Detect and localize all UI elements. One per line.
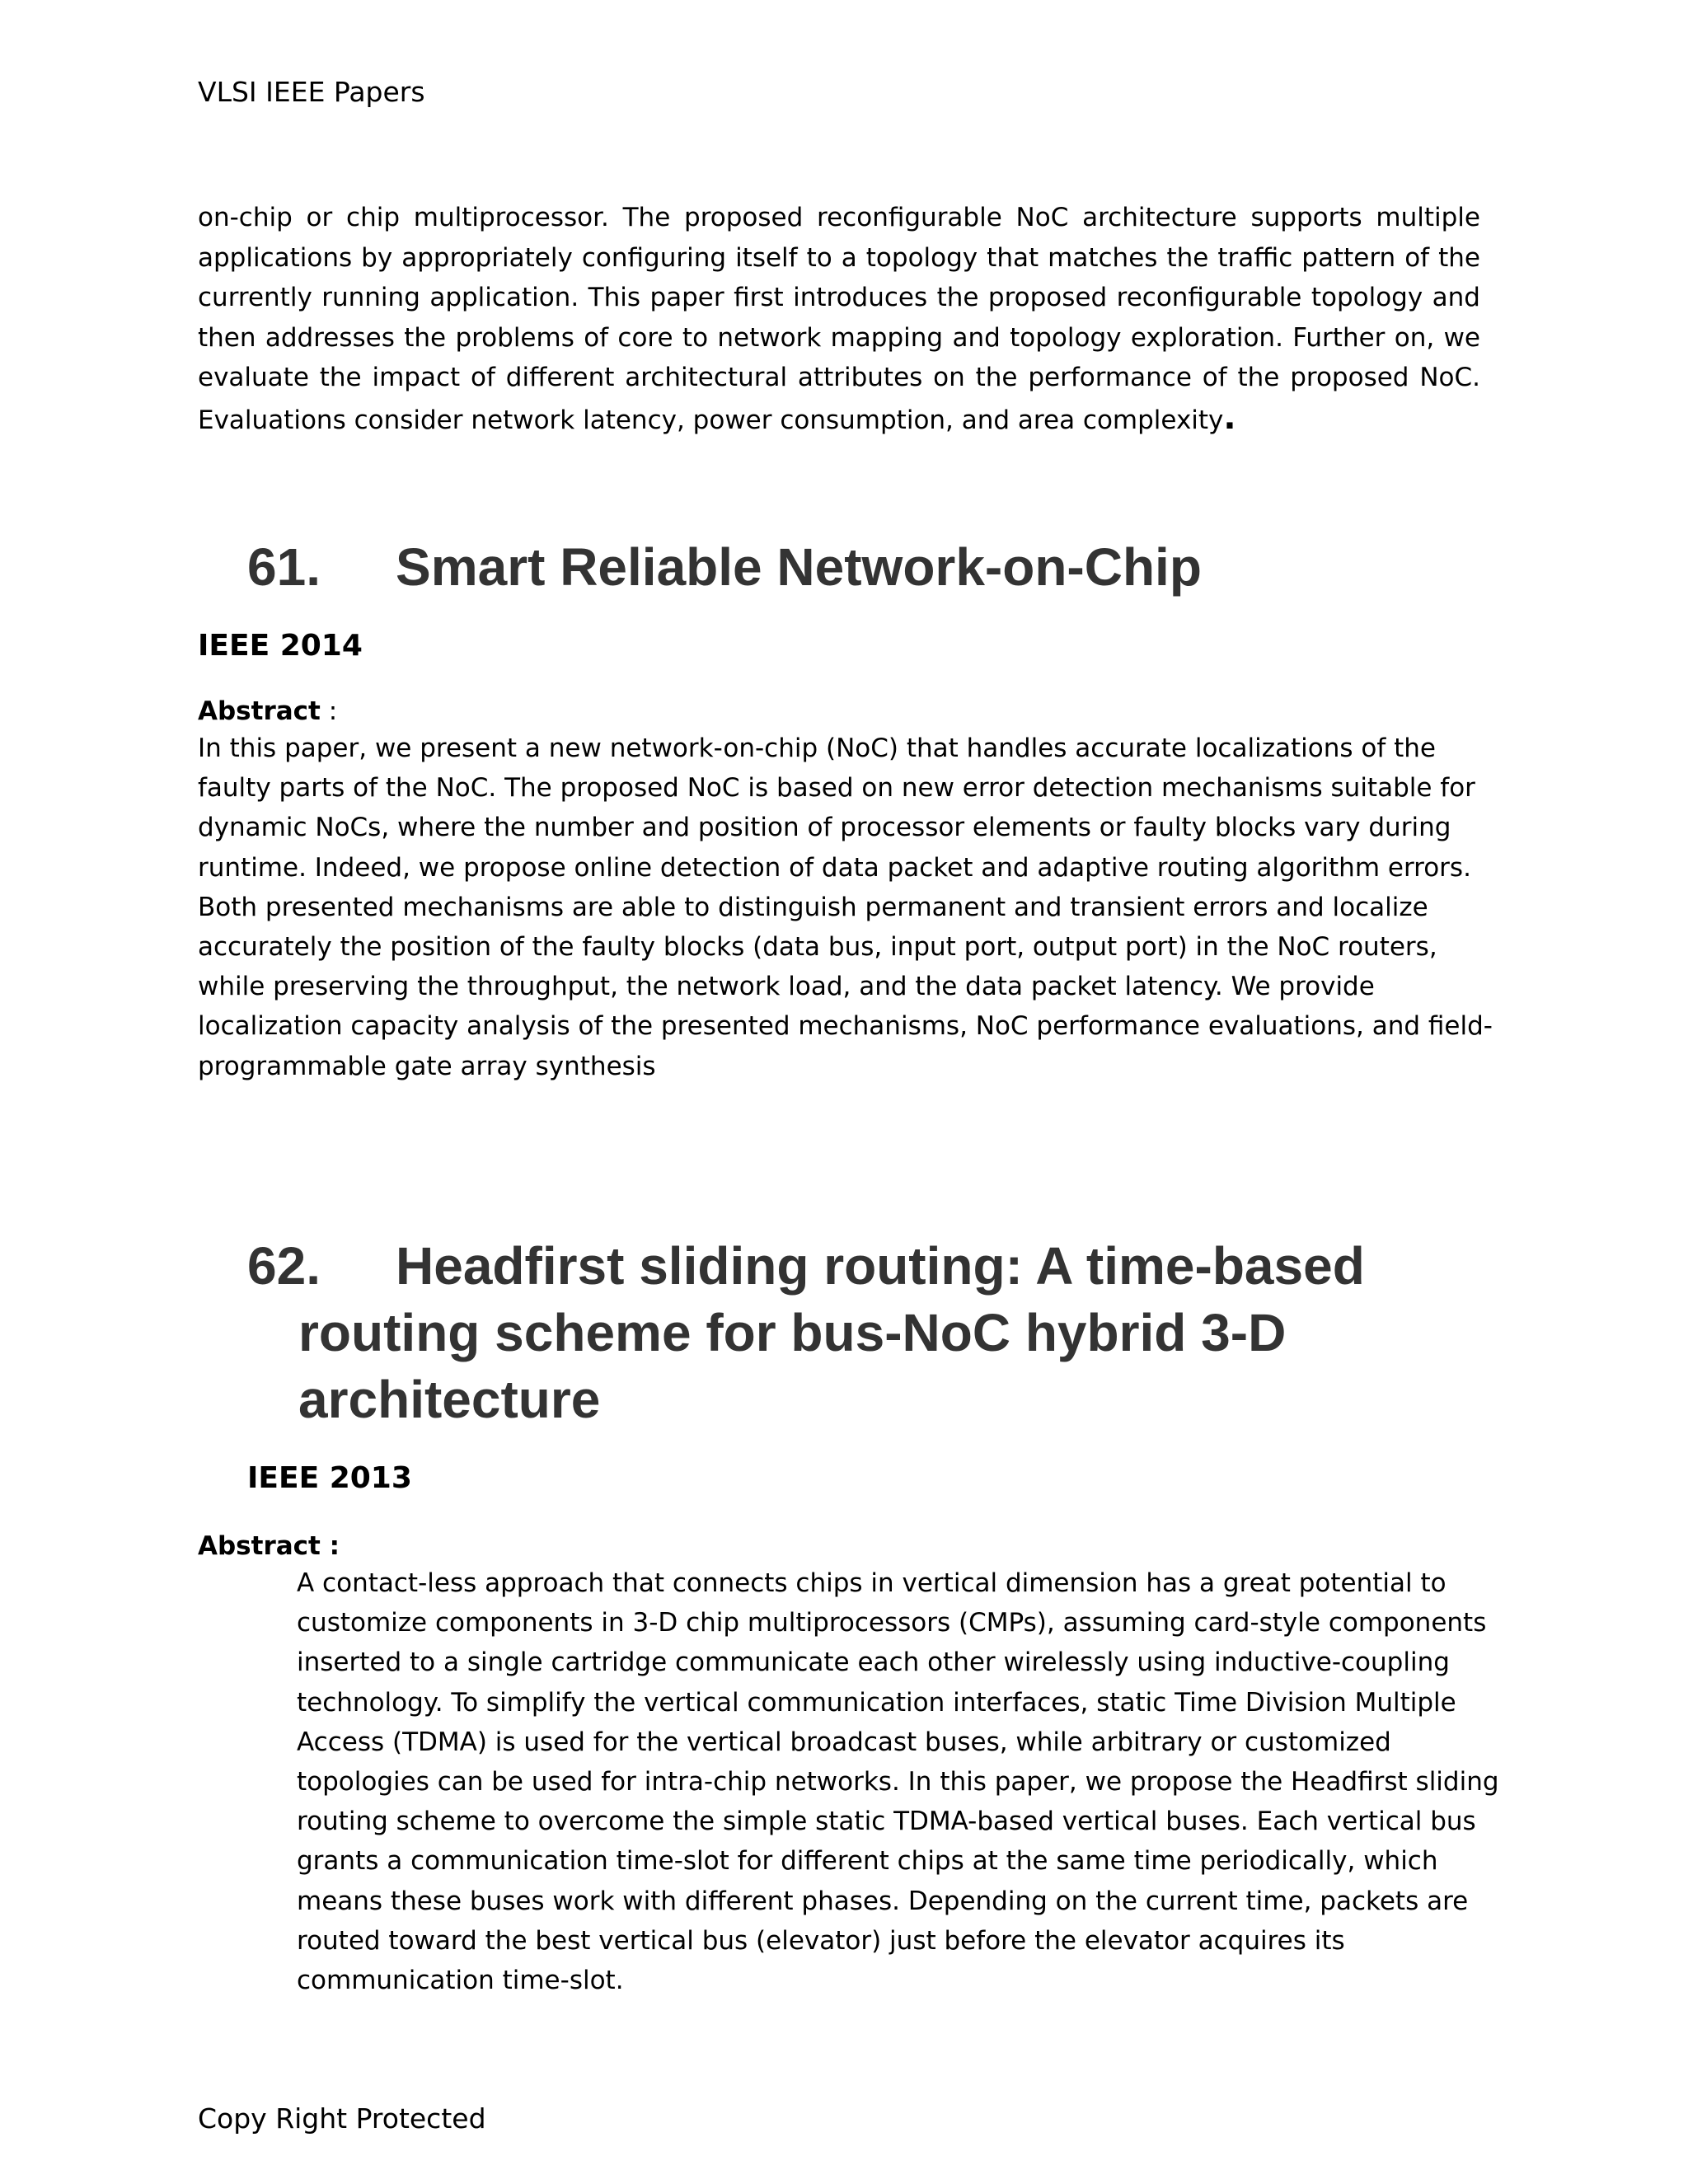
intro-text: on-chip or chip multiprocessor. The proposed reconfigurable NoC architecture supports multiple applications by appropriately configuring itself to a topology that matches the traffic pattern of the currently running application. This paper first introduces the proposed reconfigurable topology and then addresses the problems of core to network mapping and topology exploration. Further on, we evaluate the impact of different architectural attributes on the performance of the proposed NoC. Evaluations consider network latency, power consumption, and area complexity: [198, 203, 1480, 435]
intro-paragraph: [198, 198, 1480, 440]
intro-end-mark: .: [1223, 398, 1236, 437]
paper-61-abstract-sep: :: [320, 696, 338, 726]
paper-62-abstract-label: [198, 1530, 340, 1563]
paper-61-number: 61.: [247, 537, 321, 597]
paper-61-abstract: In this paper, we present a new network-on-chip (NoC) that handles accurate localizations of the faulty parts of the NoC. The proposed NoC is based on new error detection mechanisms suitable for dynamic NoCs, where the number and position of processor elements or faulty blocks vary during runtime. Indeed, we propose online detection of data packet and adaptive routing algorithm errors. Both presented mechanisms are able to distinguish permanent and transient errors and localize accurately the position of the faulty blocks (data bus, input port, output port) in the NoC routers, while preserving the throughput, the network load, and the data packet latency. We provide localization capacity analysis of the presented mechanisms, NoC performance evaluations, and field-programmable gate array synthesis: [198, 733, 1493, 1081]
paper-61-title: [247, 534, 1484, 601]
page-footer: Copy Right Protected: [198, 2102, 486, 2135]
paper-61-title-text: Smart Reliable Network-on-Chip: [396, 537, 1202, 597]
paper-62-number: 62.: [247, 1236, 321, 1296]
paper-62-year: IEEE 2013: [247, 1461, 412, 1495]
page-header: VLSI IEEE Papers: [198, 76, 425, 108]
paper-61-abstract-label-text: Abstract: [198, 696, 321, 726]
paper-62-abstract: A contact-less approach that connects chips in vertical dimension has a great potential to customize components in 3-D chip multiprocessors (CMPs), assuming card-style components inserted to a single cartridge communicate each other wirelessly using inductive-coupling technology. To simplify the vertical communication interfaces, static Time Division Multiple Access (TDMA) is used for the vertical broadcast buses, while arbitrary or customized topologies can be used for intra-chip networks. In this paper, we propose the Headfirst sliding routing scheme to overcome the simple static TDMA-based vertical buses. Each vertical bus grants a communication time-slot for different chips at the same time periodically, which means these buses work with different phases. Depending on the current time, packets are routed toward the best vertical bus (elevator) just before the elevator acquires its communication time-slot.: [297, 1568, 1499, 1996]
paper-62-abstract-label-text: Abstract :: [198, 1531, 340, 1561]
paper-62-title: [247, 1233, 1484, 1433]
paper-61-year: IEEE 2014: [198, 629, 363, 663]
paper-62-title-text: Headfirst sliding routing: A time-based routing scheme for bus-NoC hybrid 3-D architecture: [298, 1236, 1365, 1429]
paper-61-abstract-label: [198, 695, 337, 728]
